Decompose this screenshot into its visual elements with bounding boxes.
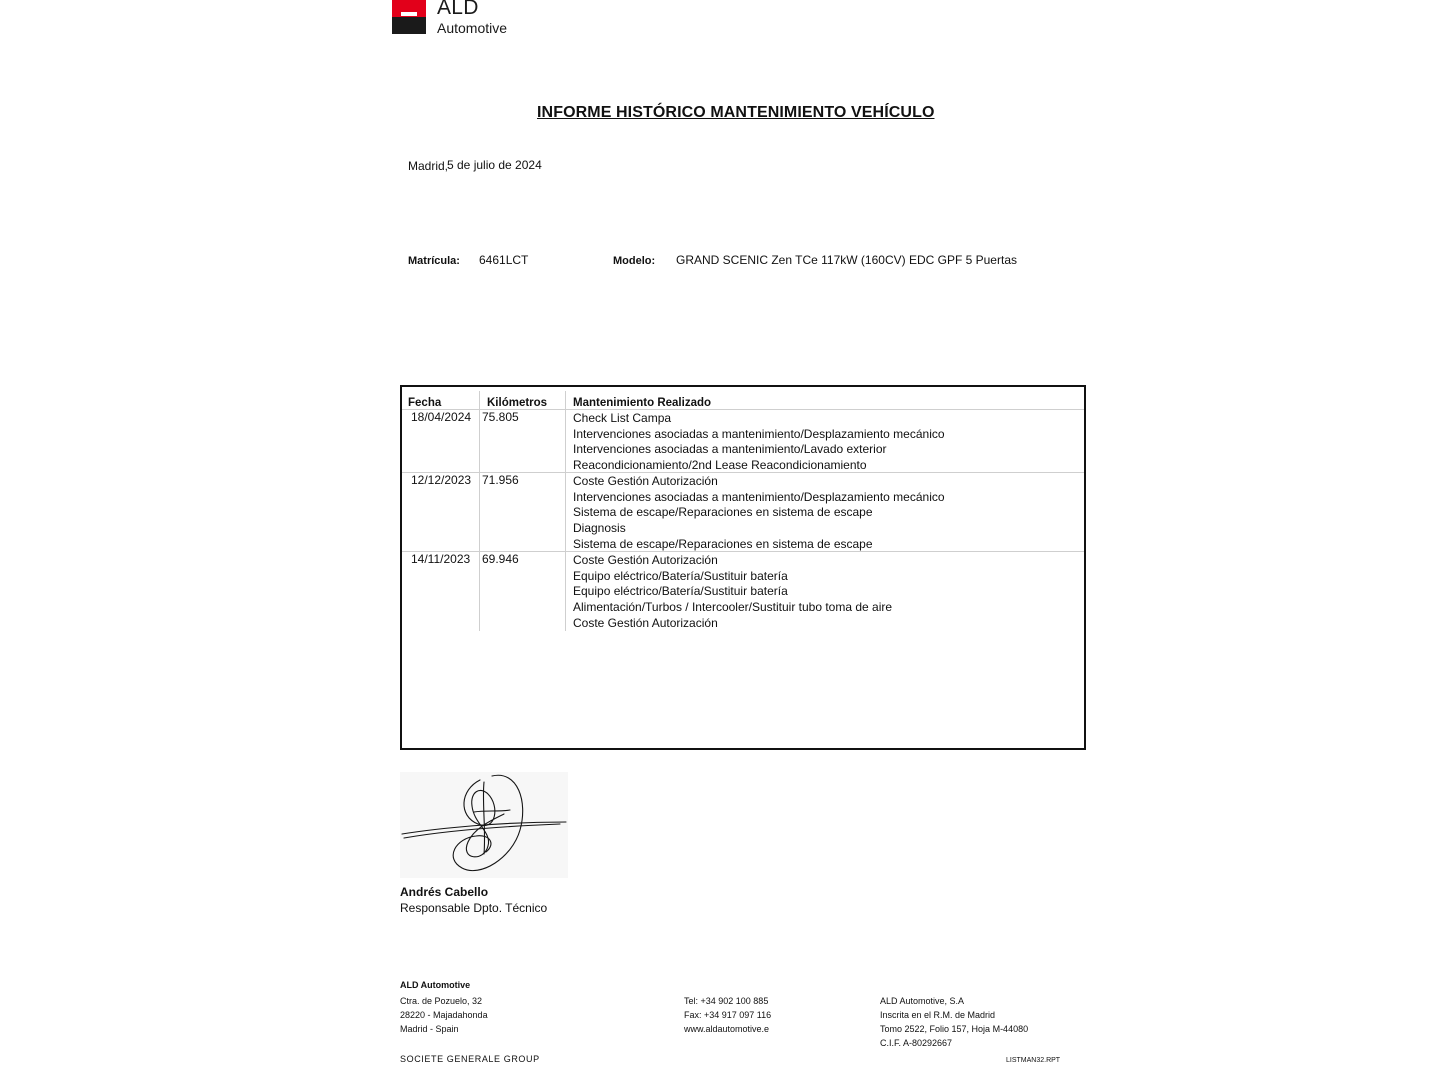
row-maintenance-list	[573, 553, 892, 632]
footer-fax: Fax: +34 917 097 116	[684, 1010, 772, 1020]
document-date: 5 de julio de 2024	[447, 158, 542, 172]
signature-icon	[400, 772, 568, 878]
footer-phone: Tel: +34 902 100 885	[684, 996, 769, 1006]
plate-label: Matrícula:	[408, 255, 460, 267]
footer-address-line: Madrid - Spain	[400, 1024, 459, 1034]
column-header-date: Fecha	[408, 397, 442, 409]
maintenance-item: Coste Gestión Autorización	[573, 615, 718, 630]
row-maintenance-list	[573, 474, 945, 553]
row-date: 18/04/2024	[411, 410, 472, 424]
maintenance-item: Equipo eléctrico/Batería/Sustituir batería	[573, 568, 788, 583]
maintenance-item: Check List Campa	[573, 411, 672, 425]
maintenance-item: Sistema de escape/Reparaciones en sistema de escape	[573, 505, 873, 520]
footer-address	[400, 994, 488, 1036]
signer-name: Andrés Cabello	[400, 885, 489, 899]
maintenance-item: Alimentación/Turbos / Intercooler/Sustituir tubo toma de aire	[573, 600, 893, 615]
maintenance-item: Diagnosis	[573, 521, 626, 536]
column-header-maintenance: Mantenimiento Realizado	[573, 397, 712, 409]
row-date: 14/11/2023	[411, 552, 471, 566]
footer-registry	[880, 994, 1028, 1050]
report-code: LISTMAN32.RPT	[1006, 1057, 1061, 1064]
row-km: 71.956	[482, 473, 519, 487]
logo-mark-icon	[392, 0, 426, 34]
footer-contact	[684, 994, 771, 1036]
maintenance-item: Intervenciones asociadas a mantenimiento/Lavado exterior	[573, 442, 887, 457]
logo-text-ald: ALD	[437, 0, 479, 19]
footer-address-line: 28220 - Majadahonda	[400, 1010, 488, 1020]
document-title: INFORME HISTÓRICO MANTENIMIENTO VEHÍCULO	[537, 104, 935, 121]
maintenance-item: Reacondicionamiento/2nd Lease Reacondicionamiento	[573, 458, 867, 473]
model-label: Modelo:	[613, 255, 656, 267]
footer-website: www.aldautomotive.e	[684, 1024, 770, 1034]
footer-address-line: Ctra. de Pozuelo, 32	[400, 996, 483, 1006]
row-maintenance-list	[573, 411, 945, 474]
row-km: 69.946	[482, 552, 519, 566]
row-date: 12/12/2023	[411, 473, 472, 487]
footer-registry-line: Tomo 2522, Folio 157, Hoja M-44080	[880, 1024, 1029, 1034]
maintenance-item: Sistema de escape/Reparaciones en sistema de escape	[573, 536, 873, 551]
model-value: GRAND SCENIC Zen TCe 117kW (160CV) EDC GPF 5 Puertas	[676, 253, 1017, 267]
column-divider	[565, 391, 566, 631]
footer-registry-line: ALD Automotive, S.A	[880, 996, 965, 1006]
footer-company: ALD Automotive	[400, 980, 471, 990]
maintenance-item: Coste Gestión Autorización	[573, 474, 718, 488]
maintenance-item: Equipo eléctrico/Batería/Sustituir batería	[573, 584, 788, 599]
maintenance-item: Coste Gestión Autorización	[573, 553, 718, 567]
plate-value: 6461LCT	[479, 253, 529, 267]
signer-role: Responsable Dpto. Técnico	[400, 901, 548, 915]
maintenance-item: Intervenciones asociadas a mantenimiento/Desplazamiento mecánico	[573, 426, 945, 441]
maintenance-table	[400, 385, 1086, 750]
column-header-km: Kilómetros	[487, 397, 548, 409]
logo-text-automotive: Automotive	[437, 20, 508, 36]
document-city: Madrid,	[408, 159, 449, 173]
footer-registry-line: C.I.F. A-80292667	[880, 1038, 953, 1048]
signature-image	[400, 772, 568, 878]
column-divider	[479, 391, 480, 631]
footer-group: SOCIETE GENERALE GROUP	[400, 1054, 540, 1064]
company-logo	[392, 0, 522, 36]
footer-registry-line: Inscrita en el R.M. de Madrid	[880, 1010, 996, 1020]
row-km: 75.805	[482, 410, 519, 424]
maintenance-item: Intervenciones asociadas a mantenimiento/Desplazamiento mecánico	[573, 489, 945, 504]
